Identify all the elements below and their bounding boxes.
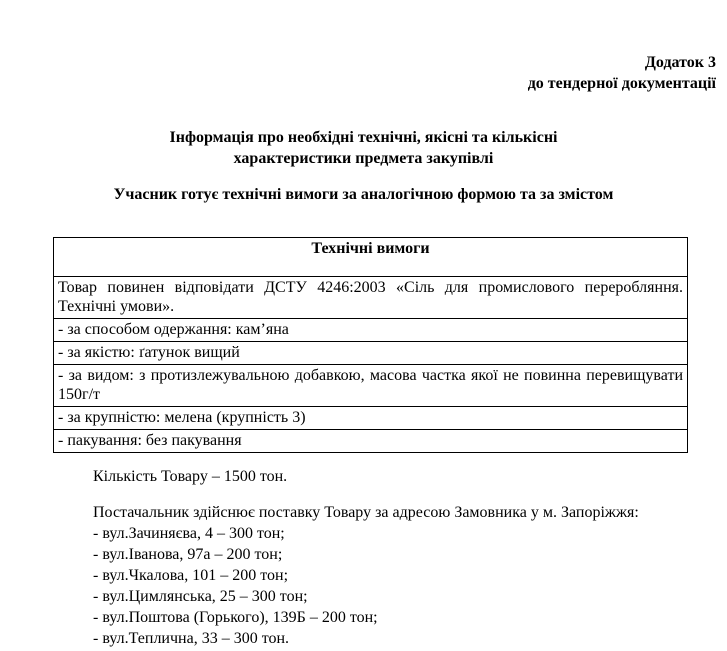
quantity-line: Кількість Товару – 1500 тон.: [93, 468, 288, 485]
delivery-address-line: - вул.Чкалова, 101 – 200 тон;: [93, 567, 289, 584]
technical-requirements-table: [53, 237, 688, 453]
delivery-address-line: - вул.Іванова, 97а – 200 тон;: [93, 546, 283, 563]
table-cell-quality: - за якістю: ґатунок вищий: [54, 342, 688, 365]
document-subtitle: Учасник готує технічні вимоги за аналогічною формою та за змістом: [113, 186, 614, 203]
document-title-line-2: характеристики предмета закупівлі: [233, 150, 494, 167]
table-row: [54, 407, 688, 430]
table-row: [54, 430, 688, 453]
delivery-address-line: - вул.Теплична, 33 – 300 тон.: [93, 630, 290, 647]
delivery-intro-line: Постачальник здійснює поставку Товару за адресою Замовника у м. Запоріжжя:: [93, 504, 639, 521]
body-text-block: [93, 466, 673, 649]
table-cell-grain-size: - за крупністю: мелена (крупність 3): [54, 407, 688, 430]
annex-note: [528, 52, 716, 94]
delivery-address-line: - вул.Зачиняєва, 4 – 300 тон;: [93, 525, 285, 542]
table-header-row: [54, 238, 688, 277]
document-title: [0, 127, 727, 169]
annex-line-1: Додаток 3: [644, 54, 716, 71]
table-cell-type: - за видом: з протизлежувальною добавкою, масова частка якої не повинна перевищувати 150г/т: [54, 365, 688, 407]
delivery-address-line: - вул.Цимлянська, 25 – 300 тон;: [93, 588, 308, 605]
table-header-cell: Технічні вимоги: [54, 238, 688, 277]
table-row: [54, 277, 688, 319]
table-cell-method: - за способом одержання: кам’яна: [54, 319, 688, 342]
table-row: [54, 342, 688, 365]
table-row: [54, 319, 688, 342]
annex-line-2: до тендерної документації: [527, 75, 716, 92]
table-cell-standard: Товар повинен відповідати ДСТУ 4246:2003 «Сіль для промислового переробляння. Технічні умови».: [54, 277, 688, 319]
delivery-address-line: - вул.Поштова (Горького), 139Б – 200 тон;: [93, 609, 378, 626]
document-title-line-1: Інформація про необхідні технічні, якісні та кількісні: [169, 129, 558, 146]
table-cell-packaging: - пакування: без пакування: [54, 430, 688, 453]
table-row: [54, 365, 688, 407]
